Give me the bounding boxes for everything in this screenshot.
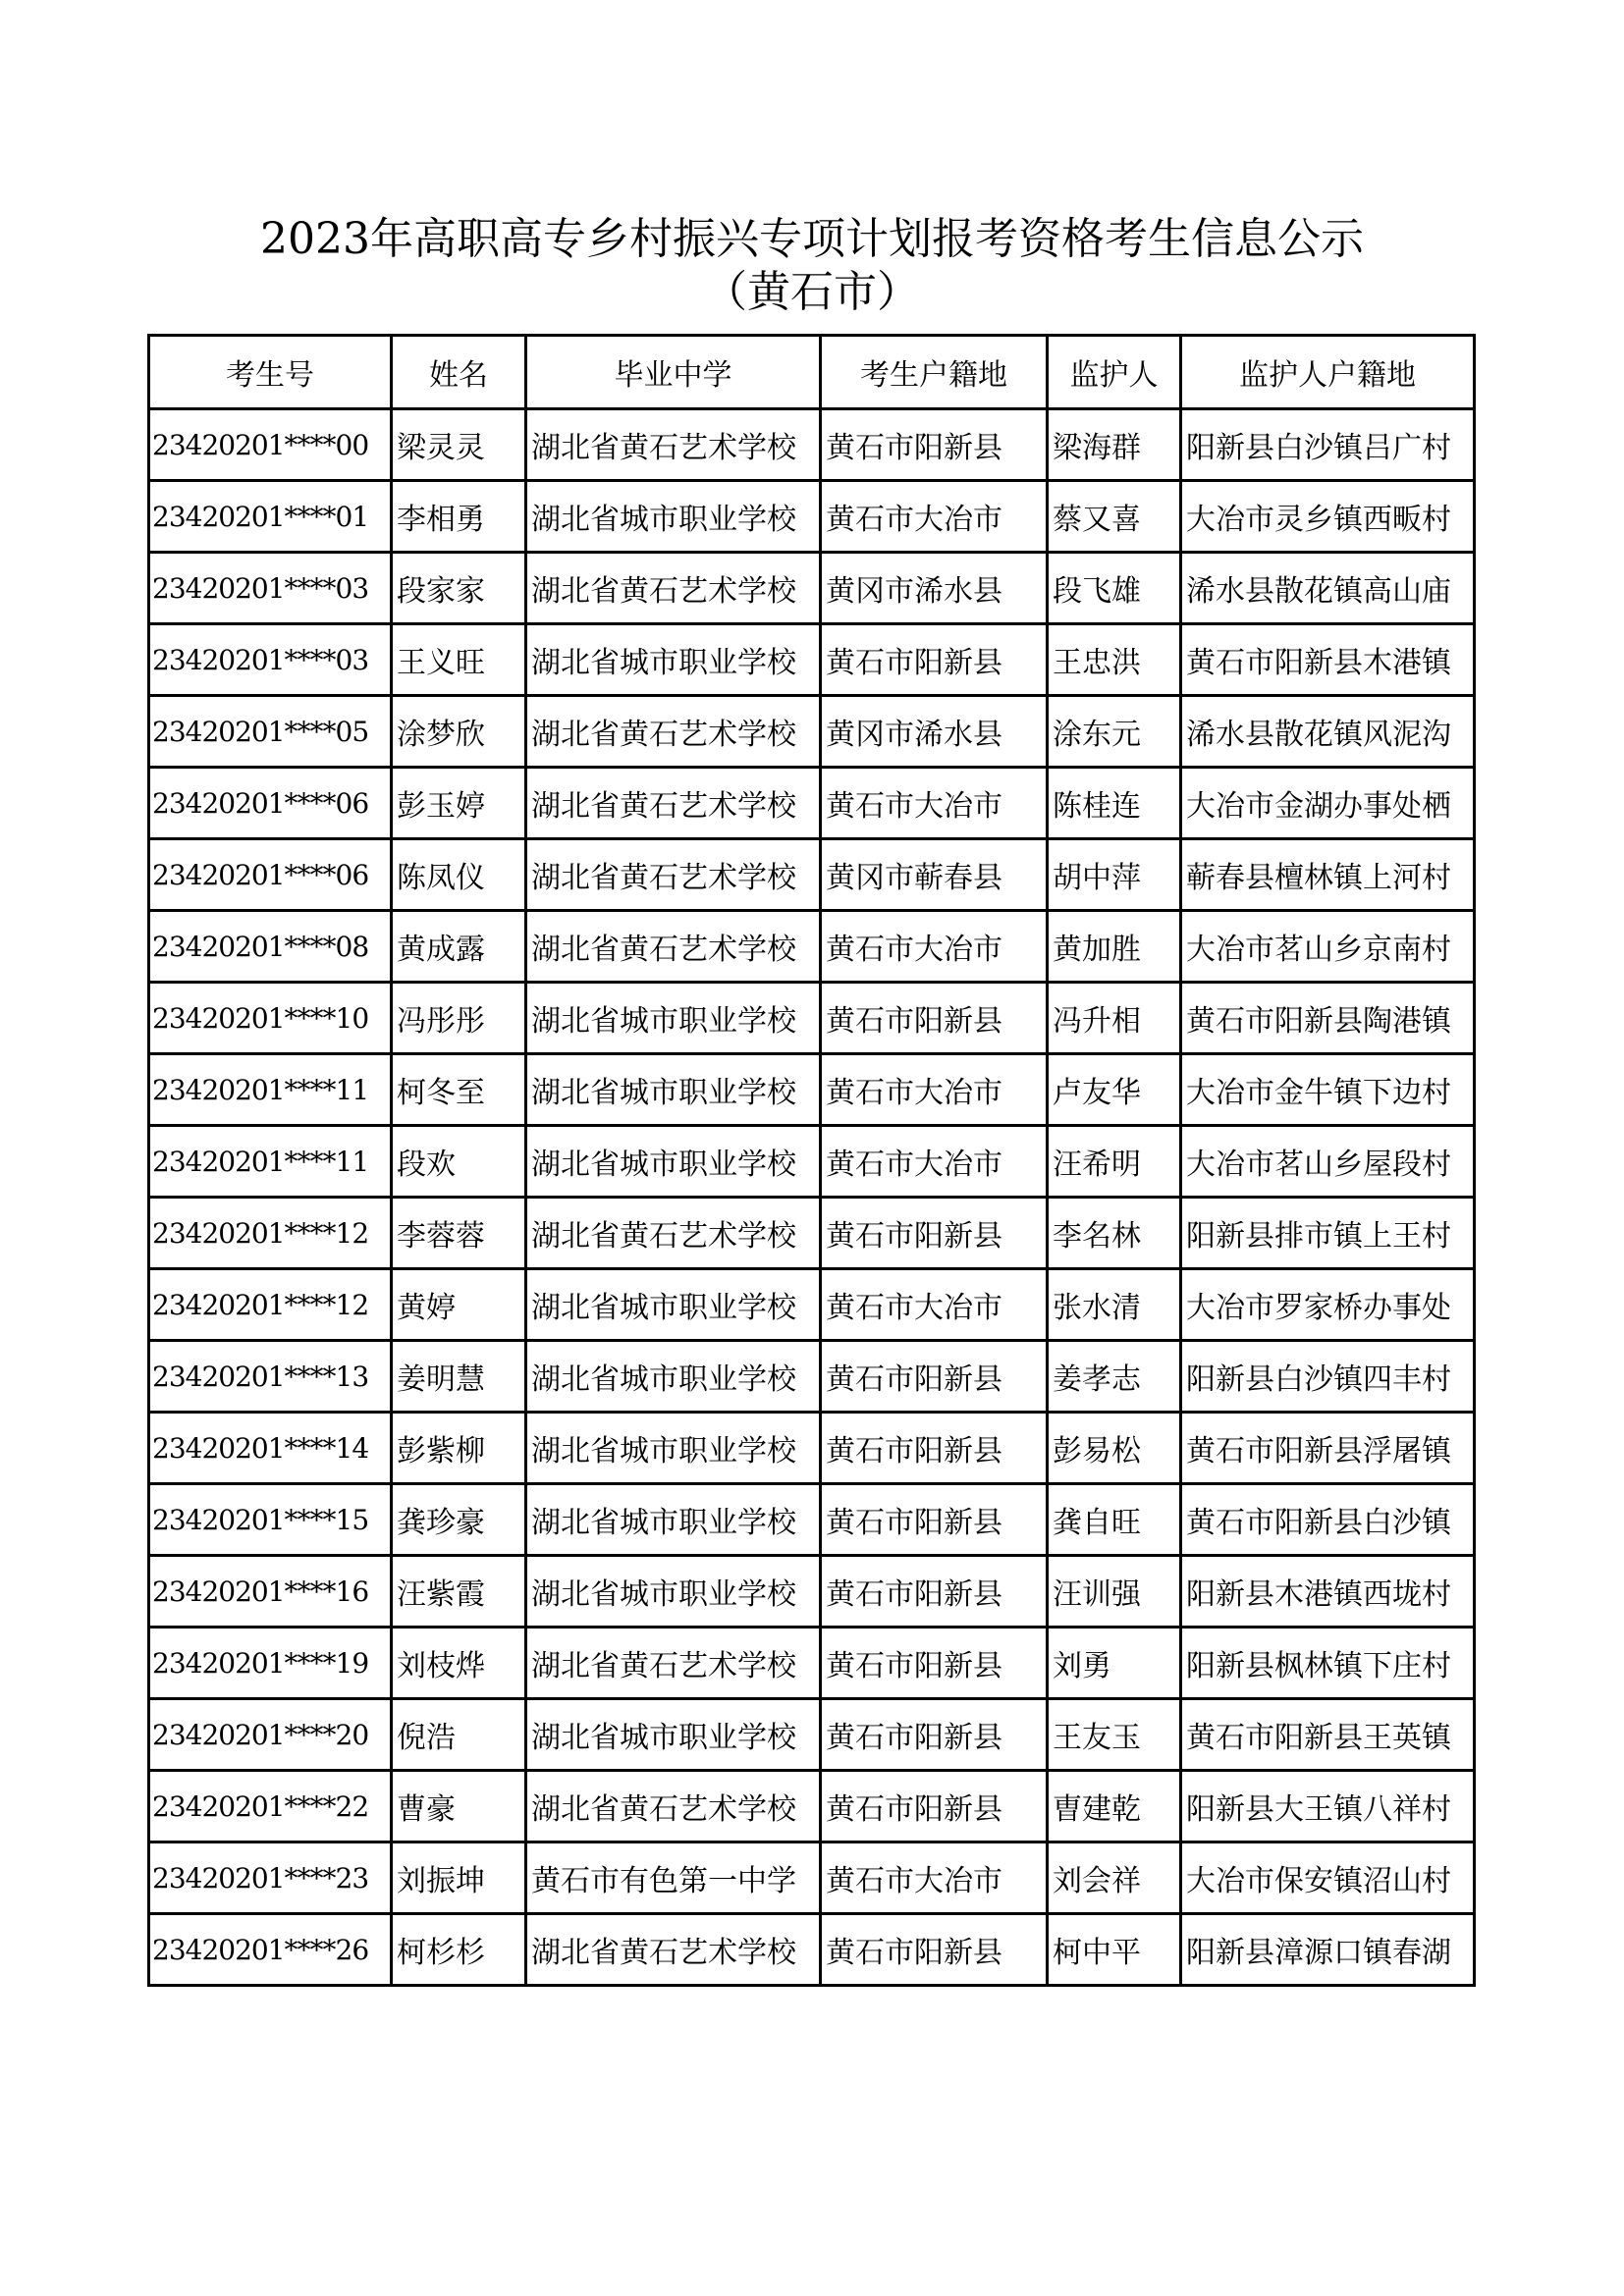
cell-candidate-residence: 黄冈市浠水县	[821, 696, 1048, 768]
cell-name: 涂梦欣	[392, 696, 526, 768]
table-row	[149, 1198, 1475, 1269]
column-header-guardian-residence: 监护人户籍地	[1181, 336, 1475, 409]
cell-candidate-residence: 黄石市大冶市	[821, 768, 1048, 839]
cell-guardian-residence: 阳新县枫林镇下庄村	[1181, 1628, 1475, 1699]
table-header-row	[149, 336, 1475, 409]
cell-name: 刘振坤	[392, 1842, 526, 1914]
cell-graduation-school: 湖北省黄石艺术学校	[526, 409, 821, 481]
cell-name: 段家家	[392, 553, 526, 624]
table-row	[149, 1126, 1475, 1198]
table-row	[149, 624, 1475, 696]
cell-graduation-school: 湖北省城市职业学校	[526, 983, 821, 1054]
cell-candidate-residence: 黄石市阳新县	[821, 1914, 1048, 1986]
cell-guardian-residence: 阳新县木港镇西垅村	[1181, 1556, 1475, 1628]
cell-candidate-id: 23420201****11	[149, 1126, 392, 1198]
cell-name: 姜明慧	[392, 1341, 526, 1413]
cell-candidate-id: 23420201****03	[149, 553, 392, 624]
cell-name: 刘枝烨	[392, 1628, 526, 1699]
cell-guardian-residence: 阳新县白沙镇吕广村	[1181, 409, 1475, 481]
cell-candidate-id: 23420201****19	[149, 1628, 392, 1699]
cell-candidate-residence: 黄石市大冶市	[821, 1054, 1048, 1126]
cell-candidate-id: 23420201****12	[149, 1269, 392, 1341]
cell-name: 龚珍豪	[392, 1484, 526, 1556]
cell-name: 李相勇	[392, 481, 526, 553]
cell-graduation-school: 湖北省黄石艺术学校	[526, 1771, 821, 1842]
table-row	[149, 768, 1475, 839]
cell-guardian: 王忠洪	[1048, 624, 1181, 696]
cell-candidate-residence: 黄石市阳新县	[821, 1413, 1048, 1484]
cell-graduation-school: 湖北省城市职业学校	[526, 1269, 821, 1341]
cell-guardian: 曺建乾	[1048, 1771, 1181, 1842]
cell-graduation-school: 湖北省城市职业学校	[526, 1054, 821, 1126]
cell-graduation-school: 湖北省黄石艺术学校	[526, 1628, 821, 1699]
column-header-candidate-id: 考生号	[149, 336, 392, 409]
cell-guardian-residence: 蕲春县檀林镇上河村	[1181, 839, 1475, 911]
table-row	[149, 1054, 1475, 1126]
cell-name: 梁灵灵	[392, 409, 526, 481]
cell-candidate-residence: 黄石市阳新县	[821, 1556, 1048, 1628]
cell-candidate-id: 23420201****22	[149, 1771, 392, 1842]
cell-candidate-residence: 黄石市阳新县	[821, 1198, 1048, 1269]
cell-guardian: 姜孝志	[1048, 1341, 1181, 1413]
cell-candidate-id: 23420201****01	[149, 481, 392, 553]
cell-candidate-id: 23420201****06	[149, 839, 392, 911]
cell-candidate-residence: 黄石市阳新县	[821, 1771, 1048, 1842]
column-header-guardian: 监护人	[1048, 336, 1181, 409]
cell-guardian-residence: 黄石市阳新县王英镇	[1181, 1699, 1475, 1771]
cell-graduation-school: 湖北省黄石艺术学校	[526, 768, 821, 839]
cell-guardian-residence: 黄石市阳新县木港镇	[1181, 624, 1475, 696]
cell-candidate-residence: 黄石市大冶市	[821, 1126, 1048, 1198]
table-row	[149, 1413, 1475, 1484]
cell-guardian: 胡中萍	[1048, 839, 1181, 911]
cell-candidate-residence: 黄冈市浠水县	[821, 553, 1048, 624]
cell-name: 倪浩	[392, 1699, 526, 1771]
cell-graduation-school: 湖北省城市职业学校	[526, 1413, 821, 1484]
cell-name: 李蓉蓉	[392, 1198, 526, 1269]
cell-guardian: 冯升相	[1048, 983, 1181, 1054]
cell-guardian-residence: 阳新县大王镇八祥村	[1181, 1771, 1475, 1842]
table-row	[149, 1484, 1475, 1556]
cell-guardian-residence: 大冶市灵乡镇西畈村	[1181, 481, 1475, 553]
cell-candidate-id: 23420201****20	[149, 1699, 392, 1771]
column-header-name: 姓名	[392, 336, 526, 409]
cell-guardian-residence: 浠水县散花镇高山庙	[1181, 553, 1475, 624]
cell-guardian-residence: 阳新县排市镇上王村	[1181, 1198, 1475, 1269]
cell-name: 陈凤仪	[392, 839, 526, 911]
cell-candidate-id: 23420201****00	[149, 409, 392, 481]
cell-candidate-residence: 黄石市阳新县	[821, 1699, 1048, 1771]
cell-candidate-id: 23420201****16	[149, 1556, 392, 1628]
cell-guardian: 刘会祥	[1048, 1842, 1181, 1914]
cell-graduation-school: 黄石市有色第一中学	[526, 1842, 821, 1914]
cell-guardian: 汪希明	[1048, 1126, 1181, 1198]
cell-graduation-school: 湖北省黄石艺术学校	[526, 696, 821, 768]
table-row	[149, 1628, 1475, 1699]
table-row	[149, 839, 1475, 911]
cell-guardian-residence: 大冶市金牛镇下边村	[1181, 1054, 1475, 1126]
table-row	[149, 911, 1475, 983]
cell-graduation-school: 湖北省城市职业学校	[526, 1556, 821, 1628]
cell-name: 柯杉杉	[392, 1914, 526, 1986]
cell-candidate-id: 23420201****10	[149, 983, 392, 1054]
table-row	[149, 553, 1475, 624]
cell-graduation-school: 湖北省城市职业学校	[526, 624, 821, 696]
column-header-candidate-residence: 考生户籍地	[821, 336, 1048, 409]
cell-guardian: 彭易松	[1048, 1413, 1181, 1484]
cell-guardian-residence: 大冶市金湖办事处栖	[1181, 768, 1475, 839]
cell-candidate-id: 23420201****03	[149, 624, 392, 696]
cell-guardian-residence: 大冶市茗山乡京南村	[1181, 911, 1475, 983]
cell-graduation-school: 湖北省黄石艺术学校	[526, 839, 821, 911]
cell-candidate-id: 23420201****05	[149, 696, 392, 768]
cell-name: 段欢	[392, 1126, 526, 1198]
cell-candidate-residence: 黄冈市蕲春县	[821, 839, 1048, 911]
cell-candidate-id: 23420201****13	[149, 1341, 392, 1413]
cell-candidate-residence: 黄石市大冶市	[821, 911, 1048, 983]
cell-candidate-residence: 黄石市阳新县	[821, 1484, 1048, 1556]
cell-name: 冯彤彤	[392, 983, 526, 1054]
cell-guardian: 张水清	[1048, 1269, 1181, 1341]
cell-candidate-residence: 黄石市阳新县	[821, 624, 1048, 696]
cell-graduation-school: 湖北省黄石艺术学校	[526, 1198, 821, 1269]
table-row	[149, 696, 1475, 768]
cell-candidate-residence: 黄石市大冶市	[821, 1842, 1048, 1914]
cell-graduation-school: 湖北省城市职业学校	[526, 1126, 821, 1198]
cell-candidate-id: 23420201****06	[149, 768, 392, 839]
cell-name: 曹豪	[392, 1771, 526, 1842]
cell-graduation-school: 湖北省黄石艺术学校	[526, 1914, 821, 1986]
cell-graduation-school: 湖北省黄石艺术学校	[526, 911, 821, 983]
table-row	[149, 1771, 1475, 1842]
cell-candidate-id: 23420201****12	[149, 1198, 392, 1269]
cell-guardian: 黄加胜	[1048, 911, 1181, 983]
cell-candidate-id: 23420201****11	[149, 1054, 392, 1126]
cell-candidate-residence: 黄石市阳新县	[821, 409, 1048, 481]
cell-guardian-residence: 阳新县白沙镇四丰村	[1181, 1341, 1475, 1413]
cell-name: 柯冬至	[392, 1054, 526, 1126]
cell-candidate-residence: 黄石市阳新县	[821, 983, 1048, 1054]
cell-guardian-residence: 大冶市茗山乡屋段村	[1181, 1126, 1475, 1198]
table-row	[149, 409, 1475, 481]
table-row	[149, 1914, 1475, 1986]
cell-candidate-id: 23420201****08	[149, 911, 392, 983]
cell-guardian: 梁海群	[1048, 409, 1181, 481]
cell-guardian: 陈桂连	[1048, 768, 1181, 839]
cell-name: 彭紫柳	[392, 1413, 526, 1484]
table-row	[149, 1556, 1475, 1628]
cell-candidate-residence: 黄石市大冶市	[821, 481, 1048, 553]
table-row	[149, 1842, 1475, 1914]
page-title: 2023年高职高专乡村振兴专项计划报考资格考生信息公示	[260, 214, 1364, 264]
cell-name: 王义旺	[392, 624, 526, 696]
cell-candidate-id: 23420201****14	[149, 1413, 392, 1484]
cell-guardian-residence: 黄石市阳新县陶港镇	[1181, 983, 1475, 1054]
cell-name: 黄成露	[392, 911, 526, 983]
cell-guardian: 蔡又喜	[1048, 481, 1181, 553]
cell-guardian-residence: 大冶市保安镇沼山村	[1181, 1842, 1475, 1914]
cell-graduation-school: 湖北省城市职业学校	[526, 1699, 821, 1771]
cell-guardian: 卢友华	[1048, 1054, 1181, 1126]
cell-candidate-residence: 黄石市阳新县	[821, 1628, 1048, 1699]
cell-name: 彭玉婷	[392, 768, 526, 839]
cell-candidate-id: 23420201****23	[149, 1842, 392, 1914]
cell-candidate-residence: 黄石市阳新县	[821, 1341, 1048, 1413]
table-row	[149, 481, 1475, 553]
cell-guardian: 李名林	[1048, 1198, 1181, 1269]
table-row	[149, 983, 1475, 1054]
table-row	[149, 1341, 1475, 1413]
cell-guardian: 柯中平	[1048, 1914, 1181, 1986]
table-body	[149, 409, 1475, 1986]
cell-guardian-residence: 黄石市阳新县白沙镇	[1181, 1484, 1475, 1556]
cell-name: 黄婷	[392, 1269, 526, 1341]
cell-guardian-residence: 阳新县漳源口镇春湖	[1181, 1914, 1475, 1986]
cell-guardian-residence: 浠水县散花镇风泥沟	[1181, 696, 1475, 768]
cell-candidate-id: 23420201****15	[149, 1484, 392, 1556]
cell-guardian-residence: 大冶市罗家桥办事处	[1181, 1269, 1475, 1341]
candidate-table	[147, 334, 1476, 1987]
column-header-graduation-school: 毕业中学	[526, 336, 821, 409]
table-row	[149, 1269, 1475, 1341]
cell-candidate-residence: 黄石市大冶市	[821, 1269, 1048, 1341]
cell-graduation-school: 湖北省城市职业学校	[526, 1484, 821, 1556]
cell-guardian: 汪训强	[1048, 1556, 1181, 1628]
table-row	[149, 1699, 1475, 1771]
cell-name: 汪紫霞	[392, 1556, 526, 1628]
cell-graduation-school: 湖北省城市职业学校	[526, 481, 821, 553]
cell-guardian: 段飞雄	[1048, 553, 1181, 624]
cell-guardian: 刘勇	[1048, 1628, 1181, 1699]
cell-guardian: 王友玉	[1048, 1699, 1181, 1771]
cell-guardian: 涂东元	[1048, 696, 1181, 768]
cell-guardian-residence: 黄石市阳新县浮屠镇	[1181, 1413, 1475, 1484]
cell-guardian: 龚自旺	[1048, 1484, 1181, 1556]
page-subtitle: （黄石市）	[704, 267, 920, 317]
cell-graduation-school: 湖北省黄石艺术学校	[526, 553, 821, 624]
cell-candidate-id: 23420201****26	[149, 1914, 392, 1986]
cell-graduation-school: 湖北省城市职业学校	[526, 1341, 821, 1413]
